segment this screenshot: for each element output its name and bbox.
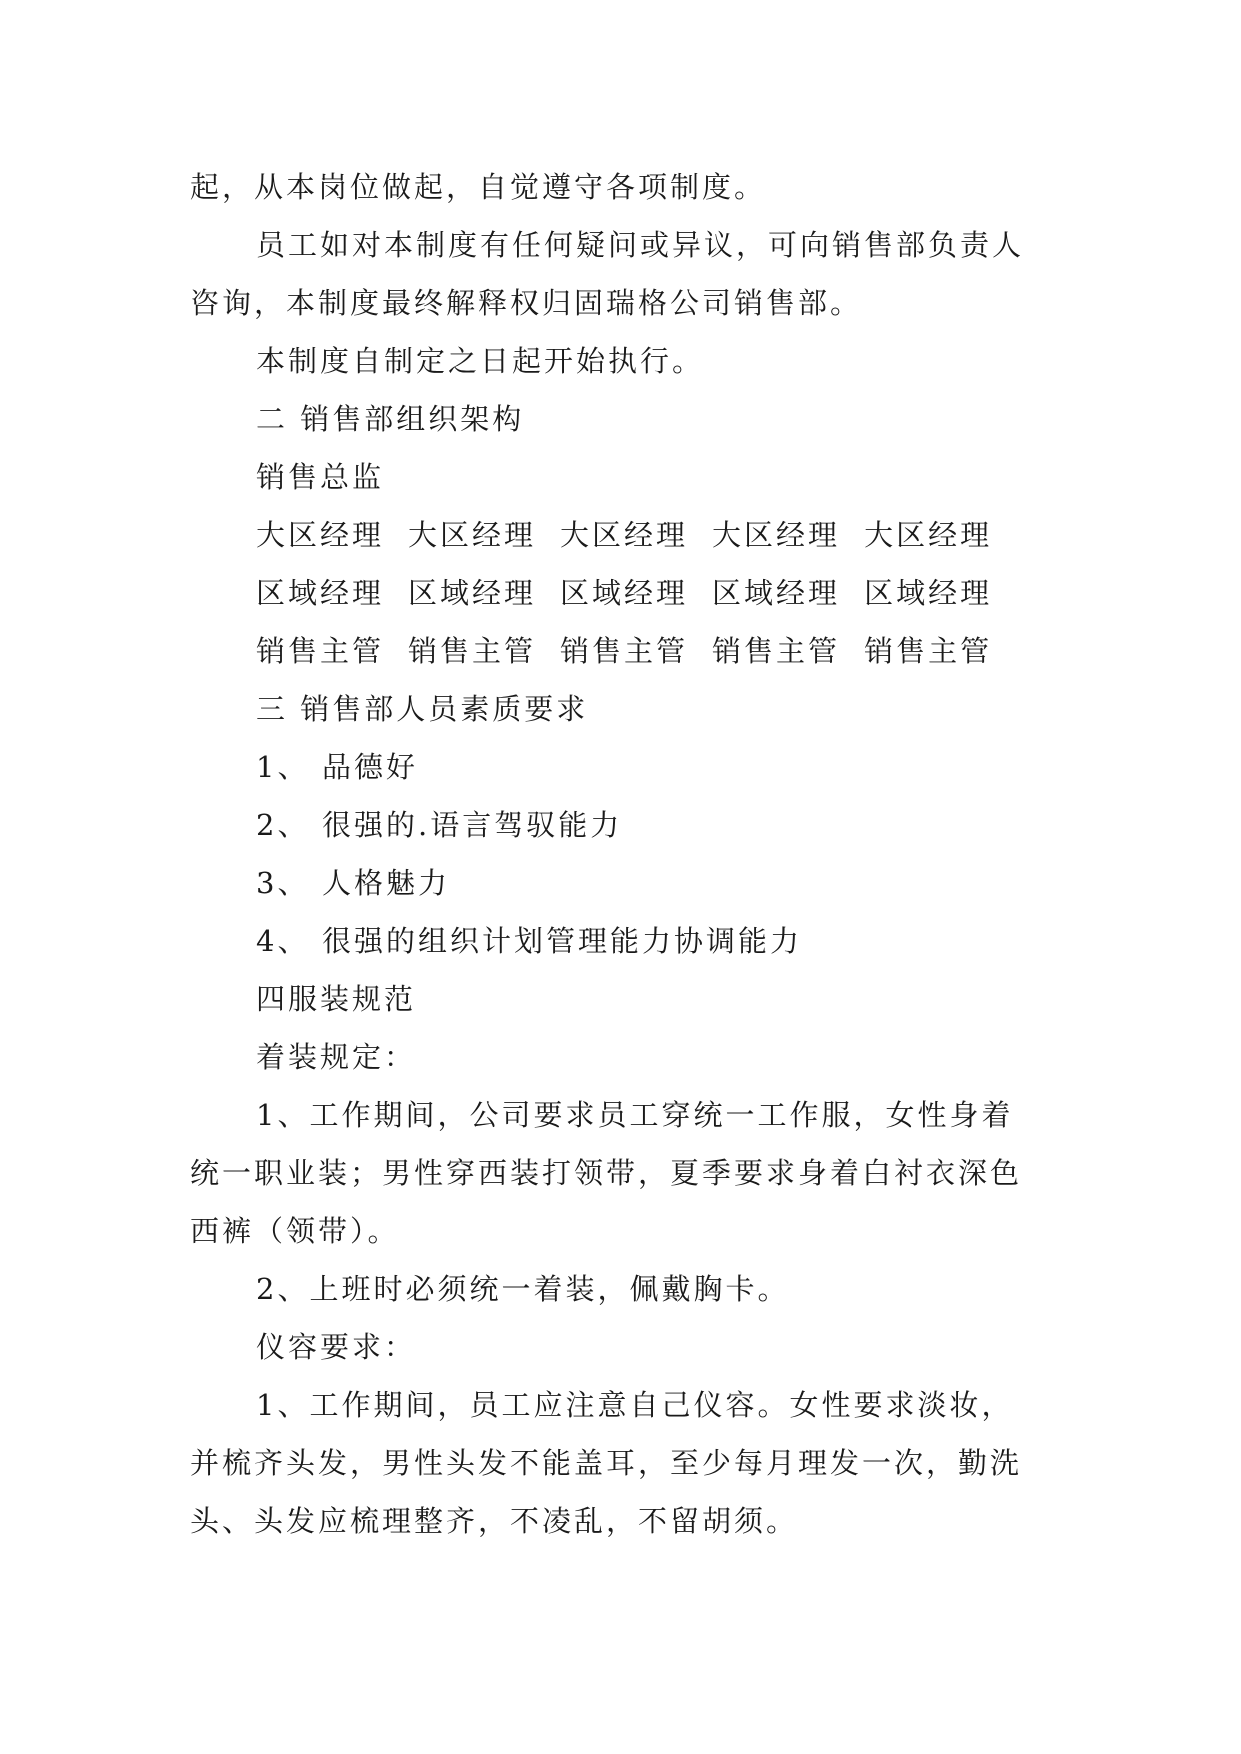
list-item [190, 912, 1060, 970]
list-item-number: 1、 [256, 750, 310, 784]
list-item [190, 854, 1060, 912]
paragraph-line: 员工如对本制度有任何疑问或异议，可向销售部负责人 [256, 228, 1025, 262]
org-cell: 区域经理 [560, 576, 689, 610]
list-item-text: 很强的组织计划管理能力协调能力 [322, 924, 803, 958]
list-item [190, 796, 1060, 854]
subheading-dress: 着装规定： [256, 1040, 417, 1074]
list-item [190, 738, 1060, 796]
org-cell: 销售主管 [560, 634, 689, 668]
section-heading-dress-code: 四服装规范 [256, 982, 417, 1016]
org-cell: 大区经理 [256, 518, 385, 552]
org-cell: 销售主管 [712, 634, 841, 668]
org-cell: 大区经理 [408, 518, 537, 552]
org-cell: 区域经理 [712, 576, 841, 610]
org-cell: 大区经理 [712, 518, 841, 552]
paragraph-line: 并梳齐头发，男性头发不能盖耳，至少每月理发一次，勤洗 [190, 1446, 1023, 1480]
paragraph-line: 统一职业装；男性穿西装打领带，夏季要求身着白衬衣深色 [190, 1156, 1023, 1190]
org-cell: 销售主管 [408, 634, 537, 668]
list-item-number: 2、 [256, 808, 310, 842]
paragraph-line: 本制度自制定之日起开始执行。 [256, 344, 705, 378]
paragraph-line: 起，从本岗位做起，自觉遵守各项制度。 [190, 170, 767, 204]
org-row-area-managers [190, 564, 1060, 622]
paragraph-line: 咨询，本制度最终解释权归固瑞格公司销售部。 [190, 286, 863, 320]
org-cell: 区域经理 [256, 576, 385, 610]
section-heading-qualifications: 三 销售部人员素质要求 [256, 692, 589, 726]
org-cell: 区域经理 [864, 576, 993, 610]
org-top-role: 销售总监 [256, 460, 385, 494]
list-item-text: 人格魅力 [322, 866, 451, 900]
list-item-number: 3、 [256, 866, 310, 900]
org-cell: 区域经理 [408, 576, 537, 610]
paragraph-line: 2、上班时必须统一着装，佩戴胸卡。 [256, 1272, 790, 1306]
list-item-text: 很强的.语言驾驭能力 [322, 808, 623, 842]
org-cell: 大区经理 [560, 518, 689, 552]
paragraph-line: 头、头发应梳理整齐，不凌乱，不留胡须。 [190, 1504, 799, 1538]
paragraph-line: 西裤（领带）。 [190, 1214, 400, 1248]
subheading-appearance: 仪容要求： [256, 1330, 417, 1364]
paragraph-line: 1、工作期间，公司要求员工穿统一工作服，女性身着 [256, 1098, 1014, 1132]
paragraph-line: 1、工作期间，员工应注意自己仪容。女性要求淡妆， [256, 1388, 1014, 1422]
list-item-number: 4、 [256, 924, 310, 958]
org-cell: 销售主管 [256, 634, 385, 668]
org-row-regional-managers [190, 506, 1060, 564]
document-body [190, 158, 1060, 1550]
list-item-text: 品德好 [322, 750, 419, 784]
org-cell: 销售主管 [864, 634, 993, 668]
org-cell: 大区经理 [864, 518, 993, 552]
section-heading-org: 二 销售部组织架构 [256, 402, 525, 436]
org-row-sales-supervisors [190, 622, 1060, 680]
